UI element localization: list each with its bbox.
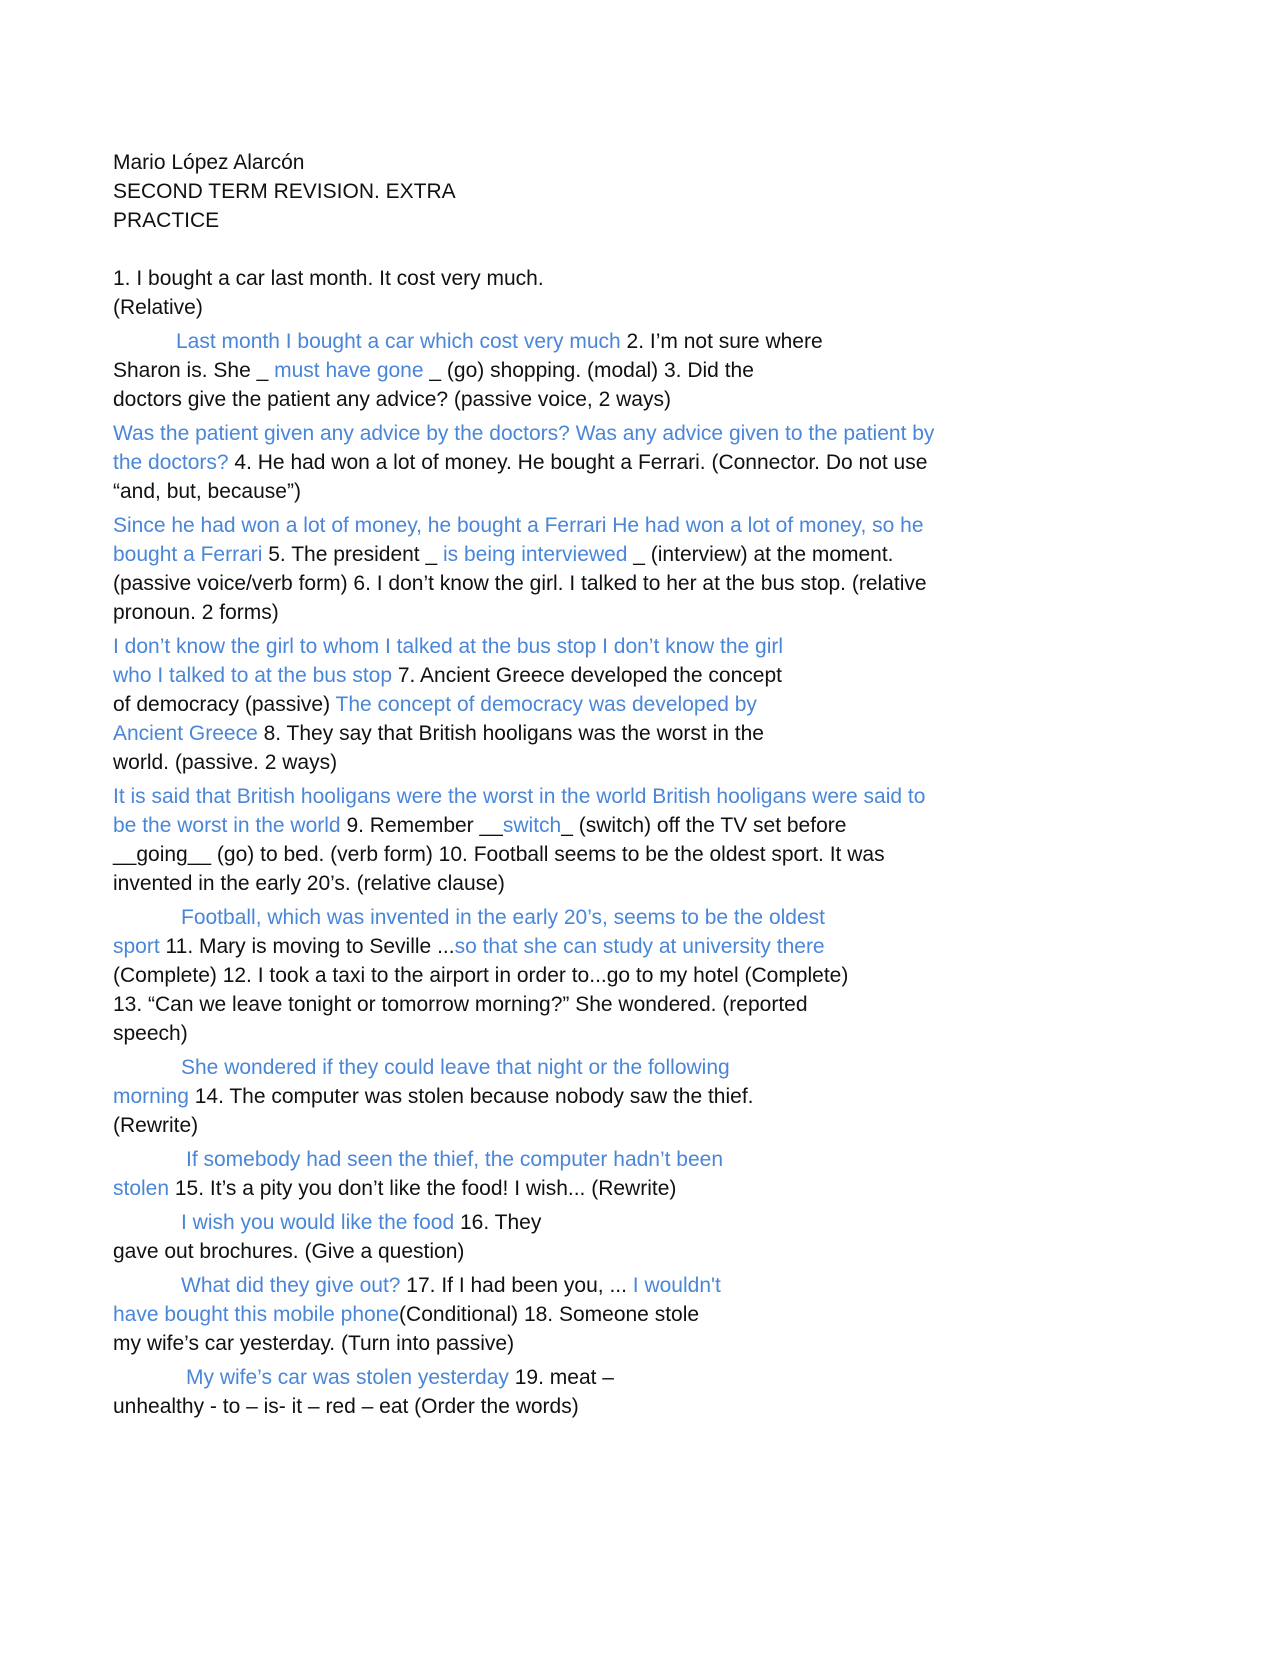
answer-text: stolen bbox=[113, 1177, 170, 1200]
question-text: 14. The computer was stolen because nobody saw the thief. bbox=[188, 1085, 754, 1108]
text-line bbox=[113, 813, 846, 839]
question-text: 1. I bought a car last month. It cost very much. bbox=[113, 267, 544, 290]
question-text: (passive voice/verb form) 6. I don’t know the girl. I talked to her at the bus stop. (relative bbox=[113, 572, 927, 595]
question-text: my wife’s car yesterday. (Turn into passive) bbox=[113, 1332, 515, 1355]
text-line bbox=[113, 1084, 754, 1110]
question-text: _ (go) shopping. (modal) 3. Did the bbox=[423, 359, 754, 382]
text-line bbox=[113, 1113, 198, 1139]
text-line bbox=[113, 692, 757, 718]
question-text: 17. If I had been you, ... bbox=[400, 1274, 633, 1297]
answer-text: Football, which was invented in the early 20’s, seems to be the oldest bbox=[181, 906, 825, 929]
text-line bbox=[113, 1331, 514, 1357]
answer-text: If somebody had seen the thief, the computer hadn’t been bbox=[186, 1148, 724, 1171]
text-line bbox=[113, 1394, 579, 1420]
answer-text: My wife’s car was stolen yesterday bbox=[186, 1366, 509, 1389]
text-line bbox=[113, 784, 925, 810]
question-text: 13. “Can we leave tonight or tomorrow morning?” She wondered. (reported bbox=[113, 993, 808, 1016]
text-line bbox=[113, 571, 927, 597]
answer-text: It is said that British hooligans were the worst in the world British hooligans were said to bbox=[113, 785, 926, 808]
question-text: invented in the early 20’s. (relative clause) bbox=[113, 872, 505, 895]
answer-text: She wondered if they could leave that night or the following bbox=[181, 1056, 730, 1079]
answer-text: switch bbox=[502, 814, 562, 837]
question-text: 8. They say that British hooligans was the worst in the bbox=[257, 722, 764, 745]
question-text: speech) bbox=[113, 1022, 188, 1045]
question-text: 16. They bbox=[454, 1211, 542, 1234]
text-line bbox=[113, 513, 924, 539]
question-text: unhealthy - to – is- it – red – eat (Order the words) bbox=[113, 1395, 579, 1418]
answer-text: who I talked to at the bus stop bbox=[113, 664, 393, 687]
text-line bbox=[181, 1273, 721, 1299]
answer-text: is being interviewed bbox=[442, 543, 628, 566]
text-line bbox=[181, 1055, 730, 1081]
question-text: gave out brochures. (Give a question) bbox=[113, 1240, 465, 1263]
question-text: 2. I’m not sure where bbox=[620, 330, 823, 353]
answer-text: so that she can study at university there bbox=[454, 935, 825, 958]
answer-text: bought a Ferrari bbox=[113, 543, 263, 566]
question-text: Sharon is. She _ bbox=[113, 359, 275, 382]
answer-text: sport bbox=[113, 935, 160, 958]
text-line bbox=[113, 871, 505, 897]
text-line bbox=[113, 1021, 188, 1047]
text-line bbox=[113, 1302, 699, 1328]
text-line bbox=[113, 542, 894, 568]
text-line bbox=[113, 479, 301, 505]
question-text: 5. The president _ bbox=[262, 543, 443, 566]
document-title-line-1: SECOND TERM REVISION. EXTRA bbox=[113, 180, 456, 203]
answer-text: I wish you would like the food bbox=[181, 1211, 455, 1234]
answer-text: Last month I bought a car which cost very much bbox=[176, 330, 621, 353]
text-line bbox=[186, 1365, 614, 1391]
text-line bbox=[113, 600, 279, 626]
question-text: doctors give the patient any advice? (passive voice, 2 ways) bbox=[113, 388, 671, 411]
text-line bbox=[176, 329, 823, 355]
answer-text: be the worst in the world bbox=[113, 814, 341, 837]
text-line bbox=[113, 992, 808, 1018]
answer-text: Since he had won a lot of money, he bought a Ferrari He had won a lot of money, so he bbox=[113, 514, 924, 537]
author-name: Mario López Alarcón bbox=[113, 151, 305, 174]
answer-text: Ancient Greece bbox=[113, 722, 258, 745]
text-line bbox=[113, 266, 544, 292]
question-text: 9. Remember __ bbox=[340, 814, 503, 837]
text-line bbox=[113, 358, 754, 384]
question-text: (Complete) 12. I took a taxi to the airport in order to...go to my hotel (Complete) bbox=[113, 964, 849, 987]
text-line bbox=[113, 963, 848, 989]
text-line bbox=[113, 450, 927, 476]
text-line bbox=[113, 934, 825, 960]
question-text: __going__ (go) to bed. (verb form) 10. Football seems to be the oldest sport. It was bbox=[113, 843, 885, 866]
question-text: (Rewrite) bbox=[113, 1114, 199, 1137]
text-line bbox=[113, 634, 783, 660]
question-text: pronoun. 2 forms) bbox=[113, 601, 279, 624]
question-text: 19. meat – bbox=[508, 1366, 614, 1389]
question-text: _ (switch) off the TV set before bbox=[561, 814, 847, 837]
question-text: “and, but, because”) bbox=[113, 480, 301, 503]
answer-text: the doctors? bbox=[113, 451, 229, 474]
text-line bbox=[181, 1210, 541, 1236]
question-text: (Relative) bbox=[113, 296, 203, 319]
answer-text: have bought this mobile phone bbox=[113, 1303, 400, 1326]
text-line bbox=[113, 842, 885, 868]
answer-text: I wouldn't bbox=[632, 1274, 721, 1297]
question-text: 15. It’s a pity you don’t like the food! I wish... (Rewrite) bbox=[169, 1177, 677, 1200]
text-line bbox=[113, 663, 782, 689]
answer-text: must have gone bbox=[274, 359, 424, 382]
answer-text: The concept of democracy was developed by bbox=[335, 693, 757, 716]
text-line bbox=[113, 721, 764, 747]
text-line bbox=[113, 387, 671, 413]
question-text: 7. Ancient Greece developed the concept bbox=[392, 664, 782, 687]
text-line bbox=[113, 295, 203, 321]
text-line bbox=[113, 750, 337, 776]
question-text: 4. He had won a lot of money. He bought a Ferrari. (Connector. Do not use bbox=[228, 451, 928, 474]
question-text: of democracy (passive) bbox=[113, 693, 336, 716]
text-line bbox=[186, 1147, 723, 1173]
answer-text: Was the patient given any advice by the doctors? Was any advice given to the patient by bbox=[113, 422, 935, 445]
answer-text: What did they give out? bbox=[181, 1274, 401, 1297]
question-text: _ (interview) at the moment. bbox=[627, 543, 894, 566]
text-line bbox=[181, 905, 825, 931]
question-text: 11. Mary is moving to Seville ... bbox=[159, 935, 455, 958]
text-line bbox=[113, 421, 934, 447]
question-text: world. (passive. 2 ways) bbox=[113, 751, 338, 774]
answer-text: morning bbox=[113, 1085, 189, 1108]
text-line bbox=[113, 1176, 676, 1202]
text-line bbox=[113, 1239, 464, 1265]
question-text: (Conditional) 18. Someone stole bbox=[399, 1303, 700, 1326]
document-title-line-2: PRACTICE bbox=[113, 209, 220, 232]
answer-text: I don’t know the girl to whom I talked at the bus stop I don’t know the girl bbox=[113, 635, 784, 658]
